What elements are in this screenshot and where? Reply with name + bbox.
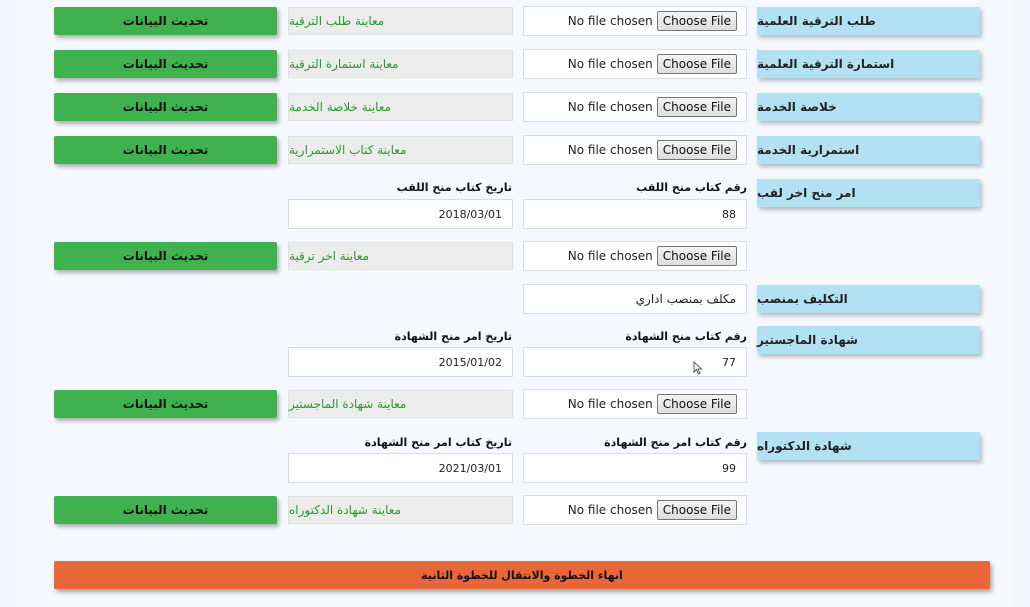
service-summary-label: خلاصة الخدمة bbox=[757, 93, 980, 121]
masters-label: شهادة الماجستير bbox=[757, 326, 980, 354]
title-date-input[interactable]: 2018/03/01 bbox=[288, 199, 513, 229]
masters-number-input[interactable]: 77 bbox=[523, 347, 747, 377]
finish-step-button[interactable]: انهاء الخطوة والانتقال للخطوة الثانية bbox=[54, 561, 990, 589]
last-title-file-input[interactable] bbox=[523, 241, 747, 271]
mouse-cursor-icon bbox=[693, 361, 703, 375]
choose-file-button[interactable]: Choose File bbox=[657, 97, 737, 117]
title-number-label: رقم كتاب منح اللقب bbox=[636, 181, 747, 194]
promotion-request-preview-link[interactable]: معاينة طلب الترقية bbox=[288, 7, 513, 35]
update-data-button[interactable]: تحديث البيانات bbox=[54, 93, 277, 121]
admin-assignment-input[interactable]: مكلف بمنصب اداري bbox=[523, 284, 747, 314]
update-data-button[interactable]: تحديث البيانات bbox=[54, 242, 277, 270]
service-continuity-file-input[interactable] bbox=[523, 135, 747, 165]
update-data-button[interactable]: تحديث البيانات bbox=[54, 50, 277, 78]
doctorate-preview-link[interactable]: معاينة شهادة الدكتوراه bbox=[288, 496, 513, 524]
update-data-button[interactable]: تحديث البيانات bbox=[54, 7, 277, 35]
no-file-text: No file chosen bbox=[567, 57, 653, 71]
choose-file-button[interactable]: Choose File bbox=[657, 500, 737, 520]
doctorate-number-input[interactable]: 99 bbox=[523, 453, 747, 483]
masters-date-label: تاريخ امر منح الشهادة bbox=[394, 330, 512, 343]
no-file-text: No file chosen bbox=[567, 249, 653, 263]
doctorate-file-input[interactable] bbox=[523, 495, 747, 525]
last-promotion-preview-link[interactable]: معاينة اخر ترقية bbox=[288, 242, 513, 270]
doctorate-date-input[interactable]: 2021/03/01 bbox=[288, 453, 513, 483]
choose-file-button[interactable]: Choose File bbox=[657, 246, 737, 266]
promotion-form-label: استمارة الترقية العلمية bbox=[757, 50, 980, 78]
service-continuity-label: استمرارية الخدمة bbox=[757, 136, 980, 164]
promotion-form-preview-link[interactable]: معاينة استمارة الترقية bbox=[288, 50, 513, 78]
last-title-label: امر منح اخر لقب bbox=[757, 179, 980, 207]
doctorate-label: شهادة الدكتوراه bbox=[757, 432, 980, 460]
choose-file-button[interactable]: Choose File bbox=[657, 54, 737, 74]
choose-file-button[interactable]: Choose File bbox=[657, 394, 737, 414]
choose-file-button[interactable]: Choose File bbox=[657, 140, 737, 160]
no-file-text: No file chosen bbox=[567, 143, 653, 157]
masters-file-input[interactable] bbox=[523, 389, 747, 419]
service-summary-file-input[interactable] bbox=[523, 92, 747, 122]
doctorate-number-label: رقم كتاب امر منح الشهادة bbox=[604, 436, 747, 449]
title-date-label: تاريخ كتاب منح اللقب bbox=[396, 181, 512, 194]
service-continuity-preview-link[interactable]: معاينة كتاب الاستمرارية bbox=[288, 136, 513, 164]
masters-date-input[interactable]: 2015/01/02 bbox=[288, 347, 513, 377]
promotion-form-file-input[interactable] bbox=[523, 49, 747, 79]
update-data-button[interactable]: تحديث البيانات bbox=[54, 390, 277, 418]
masters-number-label: رقم كتاب منح الشهادة bbox=[625, 330, 747, 343]
no-file-text: No file chosen bbox=[567, 503, 653, 517]
admin-assignment-label: التكليف بمنصب bbox=[757, 285, 980, 313]
doctorate-date-label: تاريخ كتاب امر منح الشهادة bbox=[364, 436, 512, 449]
masters-preview-link[interactable]: معاينة شهادة الماجستير bbox=[288, 390, 513, 418]
service-summary-preview-link[interactable]: معاينة خلاصة الخدمة bbox=[288, 93, 513, 121]
no-file-text: No file chosen bbox=[567, 100, 653, 114]
no-file-text: No file chosen bbox=[567, 397, 653, 411]
choose-file-button[interactable]: Choose File bbox=[657, 11, 737, 31]
promotion-request-file-input[interactable] bbox=[523, 6, 747, 36]
update-data-button[interactable]: تحديث البيانات bbox=[54, 136, 277, 164]
title-number-input[interactable]: 88 bbox=[523, 199, 747, 229]
update-data-button[interactable]: تحديث البيانات bbox=[54, 496, 277, 524]
promotion-request-label: طلب الترقية العلمية bbox=[757, 7, 980, 35]
no-file-text: No file chosen bbox=[567, 14, 653, 28]
